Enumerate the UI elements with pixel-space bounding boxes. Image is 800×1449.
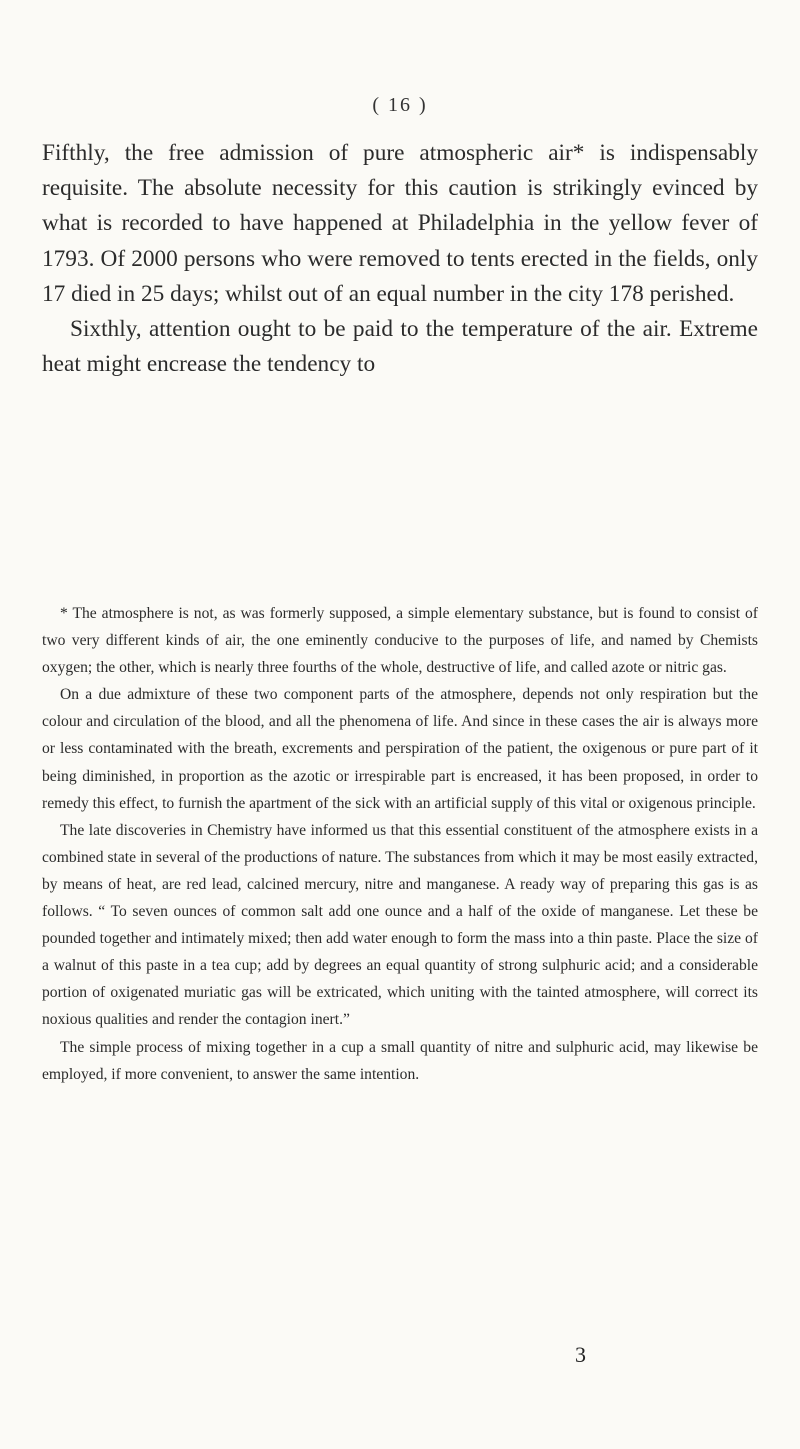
main-text — [42, 136, 758, 382]
footnote-paragraph: On a due admixture of these two component parts of the atmosphere, depends not only respiration but the colour and circulation of the blood, and all the phenomena of life. And since in these cases the air is always more or less contaminated with the breath, excrements and perspiration of the patient, the oxigenous or pure part of it being diminished, in proportion as the azotic or irrespirable part is encreased, it has been proposed, in order to remedy this effect, to furnish the apartment of the sick with an artificial supply of this vital or oxigenous principle. — [42, 686, 758, 812]
footnote-paragraph: The simple process of mixing together in a cup a small quantity of nitre and sulphuric acid, may likewise be employed, if more convenient, to answer the same intention. — [42, 1038, 758, 1083]
signature-mark: 3 — [575, 1342, 586, 1367]
page-number: ( 16 ) — [372, 94, 428, 116]
main-paragraph: Sixthly, attention ought to be paid to the temperature of the air. Extreme heat might encrease the tendency to — [42, 316, 758, 378]
footnote-paragraph: * The atmosphere is not, as was formerly supposed, a simple elementary substance, but is found to consist of two very different kinds of air, the one eminently conducive to the purposes of life, and named by Chemists oxygen; the other, which is nearly three fourths of the whole, destructive of life, and called azote or nitric gas. — [42, 605, 758, 677]
footnote-block — [42, 600, 758, 1088]
main-paragraph: Fifthly, the free admission of pure atmospheric air* is indispensably requisite. The absolute necessity for this caution is strikingly evinced by what is recorded to have happened at Philadelphia in the yellow fever of 1793. Of 2000 persons who were removed to tents erected in the fields, only 17 died in 25 days; whilst out of an equal number in the city 178 perished. — [42, 140, 758, 307]
footnote-paragraph: The late discoveries in Chemistry have informed us that this essential constituent of the atmosphere exists in a combined state in several of the productions of nature. The substances from which it may be most easily extracted, by means of heat, are red lead, calcined mercury, nitre and manganese. A ready way of preparing this gas is as follows. “ To seven ounces of common salt add one ounce and a half of the oxide of manganese. Let these be pounded together and intimately mixed; then add water enough to form the mass into a thin paste. Place the size of a walnut of this paste in a tea cup; add by degrees an equal quantity of strong sulphuric acid; and a considerable portion of oxigenated muriatic gas will be extricated, which uniting with the tainted atmosphere, will correct its noxious qualities and render the contagion inert.” — [42, 821, 758, 1029]
